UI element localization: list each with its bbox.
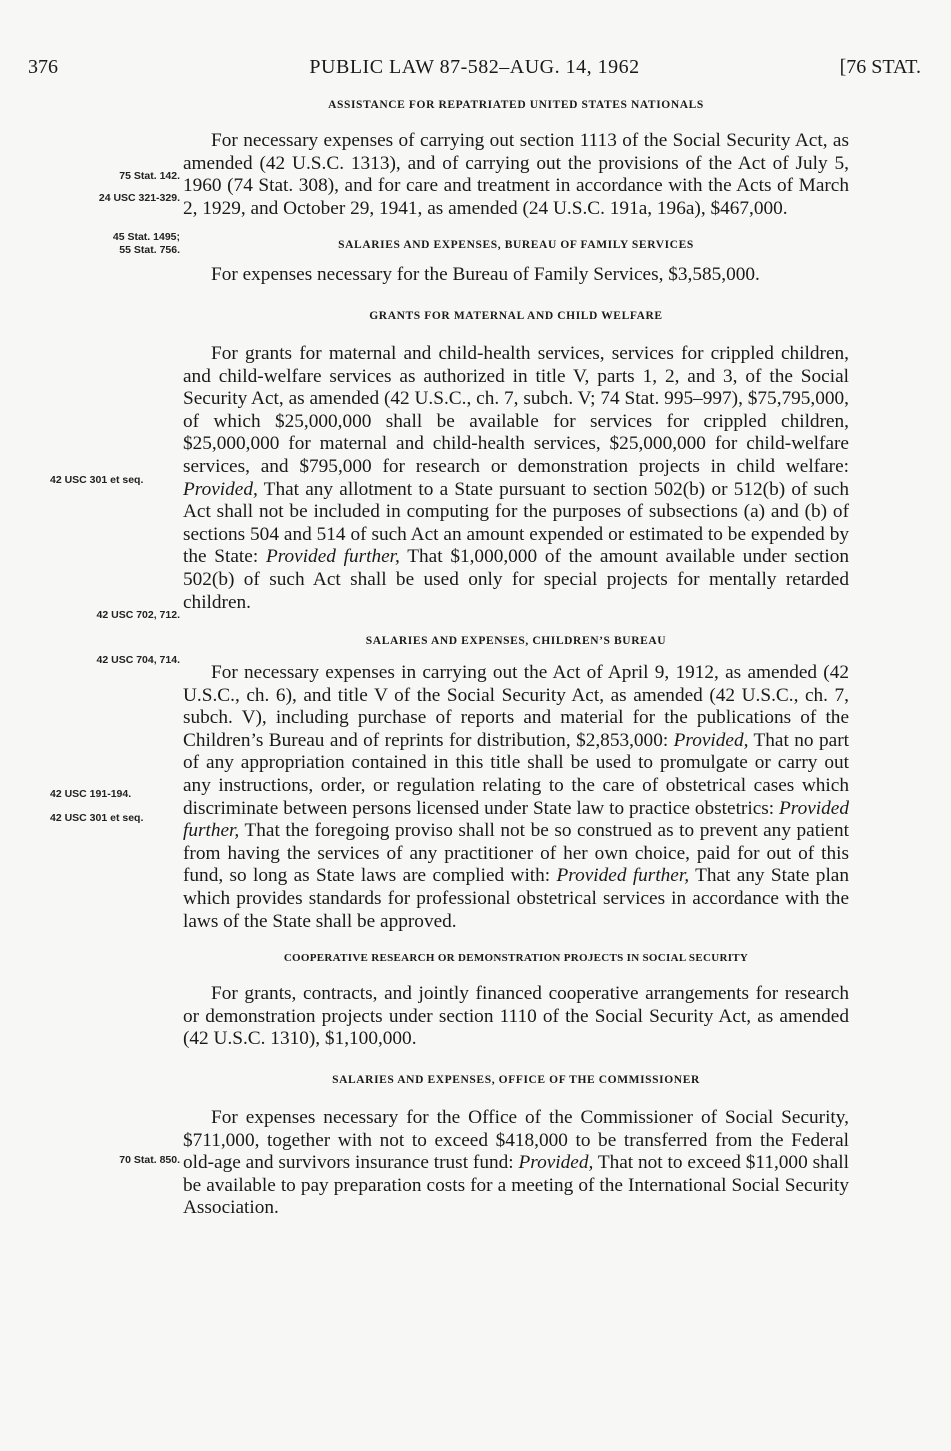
- margin-note: 42 USC 191-194.: [50, 788, 132, 800]
- statute-volume: [76 STAT.: [839, 56, 921, 78]
- section-heading: SALARIES AND EXPENSES, CHILDREN’S BUREAU: [365, 635, 667, 648]
- section-office-commissioner: [183, 1073, 849, 1220]
- section-paragraph: For grants for maternal and child-health services, services for crippled children, and child-welfare services as authorized in title V, parts 1, 2, and 3, of the Social Security Act, as amended (42 U.S.C., ch. 7, subch. V; 74 Stat. 995–997), $75,795,000, of which $25,000,000 shall be available for services for crippled children, $25,000,000 for maternal and child-health services, $25,000,000 for child-welfare services, and $795,000 for research or demonstration projects in child welfare: Provided, That any allotment to a State pursuant to section 502(b) or 512(b) of such Act shall not be included in computing for the purposes of subsections (a) and (b) of sections 504 and 514 of such Act an amount expended or estimated to be expended by the State: Provided further, That $1,000,000 of the amount available under section 502(b) of such Act shall be used only for special projects for mentally retarded children.: [183, 342, 849, 613]
- margin-note: 55 Stat. 756.: [119, 244, 180, 256]
- margin-note: 42 USC 301 et seq.: [50, 812, 144, 824]
- section-cooperative-research: [183, 951, 849, 1051]
- section-paragraph: For necessary expenses of carrying out section 1113 of the Social Security Act, as amended (42 U.S.C. 1313), and of carrying out the provisions of the Act of July 5, 1960 (74 Stat. 308), and for care and treatment in accordance with the Acts of March 2, 1929, and October 29, 1941, as amended (24 U.S.C. 191a, 196a), $467,000.: [183, 130, 849, 219]
- margin-note: 75 Stat. 142.: [119, 170, 180, 182]
- section-paragraph: For expenses necessary for the Bureau of Family Services, $3,585,000.: [211, 264, 760, 286]
- margin-note: 42 USC 301 et seq.: [50, 474, 144, 486]
- page-header: [28, 56, 921, 86]
- section-maternal-child-welfare: [183, 309, 849, 614]
- section-heading: SALARIES AND EXPENSES, BUREAU OF FAMILY SERVICES: [338, 239, 694, 252]
- section-heading: ASSISTANCE FOR REPATRIATED UNITED STATES NATIONALS: [328, 99, 704, 111]
- section-paragraph: For grants, contracts, and jointly financed cooperative arrangements for research or demonstration projects under section 1110 of the Social Security Act, as amended (42 U.S.C. 1310), $1,100,000.: [183, 983, 849, 1050]
- main-text: [183, 98, 849, 1220]
- section-heading: GRANTS FOR MATERNAL AND CHILD WELFARE: [369, 309, 663, 322]
- section-heading: SALARIES AND EXPENSES, OFFICE OF THE COMMISSIONER: [332, 1074, 700, 1086]
- margin-note: 70 Stat. 850.: [119, 1154, 180, 1166]
- page-title: PUBLIC LAW 87-582–AUG. 14, 1962: [309, 56, 640, 78]
- margin-note: 24 USC 321-329.: [98, 192, 180, 204]
- section-repatriated-nationals: [183, 98, 849, 220]
- section-paragraph: For expenses necessary for the Office of the Commissioner of Social Security, $711,000, together with not to exceed $418,000 to be transferred from the Federal old-age and survivors insurance trust fund: Provided, That not to exceed $11,000 shall be available to pay preparation costs for a meeting of the International Social Security Association.: [183, 1107, 849, 1219]
- section-childrens-bureau: [183, 634, 849, 933]
- section-paragraph: For necessary expenses in carrying out the Act of April 9, 1912, as amended (42 U.S.C., ch. 6), and title V of the Social Security Act, as amended (42 U.S.C., ch. 7, subch. V), including purchase of reports and material for the publications of the Children’s Bureau and of reprints for distribution, $2,853,000: Provided, That no part of any appropriation contained in this title shall be used to promulgate or carry out any instructions, order, or regulation relating to the care of obstetrical cases which discriminate between persons licensed under State law to practice obstetrics: Provided further, That the foregoing proviso shall not be so construed as to prevent any patient from having the services of any practitioner of her own choice, paid for out of this fund, so long as State laws are complied with: Provided further, That any State plan which provides standards for professional obstetrical services in accordance with the laws of the State shall be approved.: [183, 662, 849, 932]
- page-number: 376: [28, 56, 58, 78]
- margin-note: 45 Stat. 1495;: [112, 231, 180, 243]
- section-bureau-family-services: [183, 238, 849, 287]
- margin-note: 42 USC 704, 714.: [96, 654, 180, 666]
- margin-note: 42 USC 702, 712.: [96, 609, 180, 621]
- section-heading: COOPERATIVE RESEARCH OR DEMONSTRATION PROJECTS IN SOCIAL SECURITY: [283, 952, 749, 965]
